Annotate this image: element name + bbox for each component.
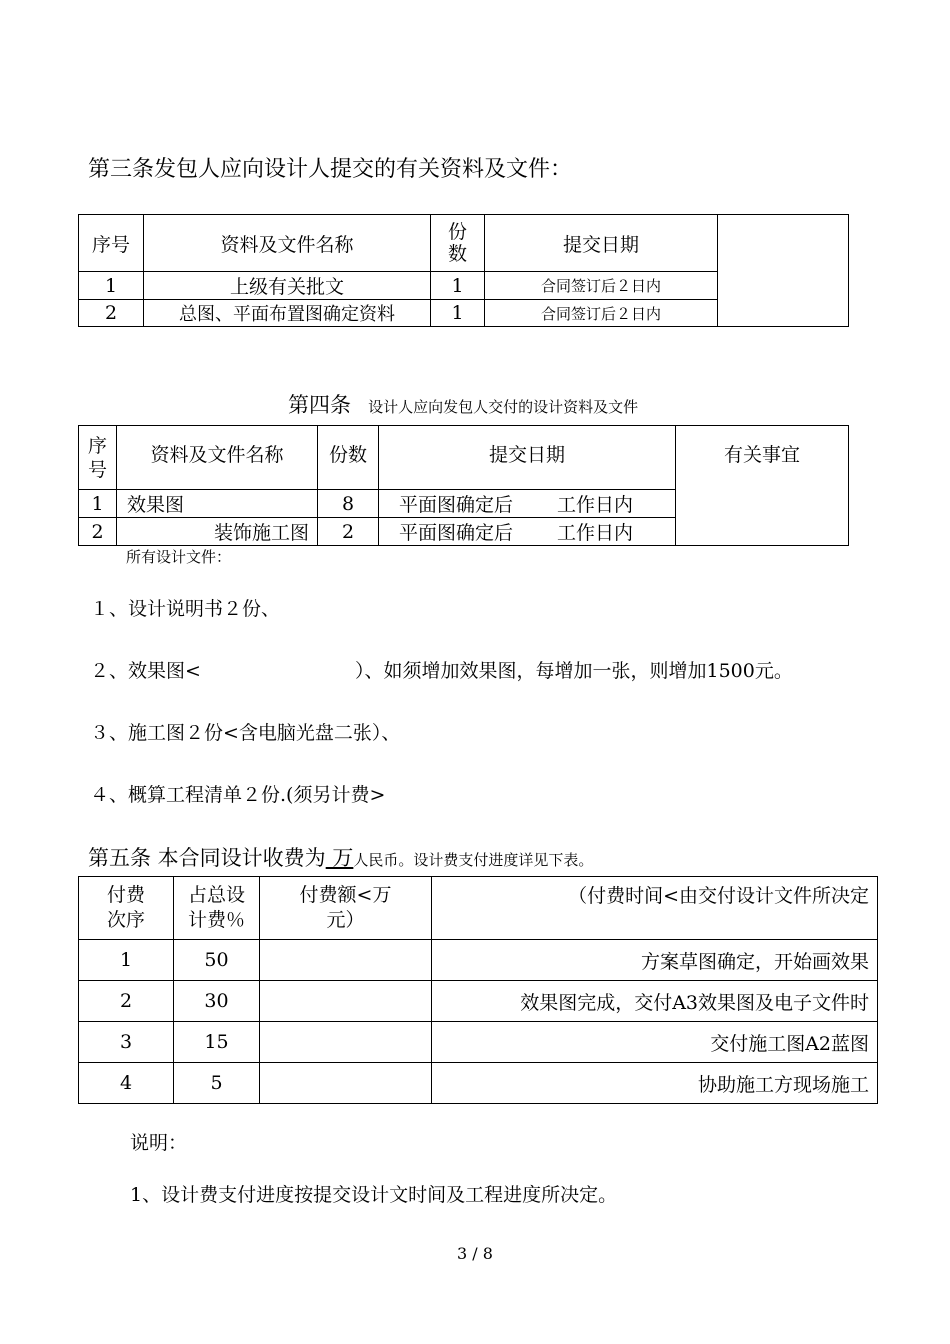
article-4-heading: [288, 389, 638, 419]
table-cell: [260, 940, 432, 981]
article-4-label: 第四条: [288, 393, 351, 417]
table-cell: 平面图确定后 工作日内: [379, 518, 676, 546]
article-5-label: 第五条 本合同设计收费为: [88, 846, 326, 870]
table-cell: 1: [431, 300, 485, 327]
header-order: 付费次序: [79, 877, 174, 940]
file-item-1: １、设计说明书２份、: [90, 598, 281, 620]
header-seq: 序号: [79, 215, 144, 272]
page-number: 3 / 8: [457, 1244, 493, 1263]
table-cell: 30: [174, 981, 260, 1022]
header-time: （付费时间<由交付设计文件所决定: [432, 877, 878, 940]
header-date: 提交日期: [485, 215, 718, 272]
header-amount: 付费额<万元）: [260, 877, 432, 940]
table-cell: 50: [174, 940, 260, 981]
table-cell: 协助施工方现场施工: [432, 1063, 878, 1104]
table-cell: [260, 981, 432, 1022]
table-cell: 2: [79, 518, 117, 546]
article-4-table: [78, 425, 849, 546]
table-cell: 8: [318, 490, 379, 518]
table-cell: 15: [174, 1022, 260, 1063]
article-3-table: [78, 214, 849, 327]
table-cell: 1: [79, 272, 144, 300]
table-cell: 5: [174, 1063, 260, 1104]
table-cell: [260, 1022, 432, 1063]
header-count: 份数: [431, 215, 485, 272]
table-cell: 上级有关批文: [144, 272, 431, 300]
header-name: 资料及文件名称: [117, 426, 318, 490]
file-item-3: ３、施工图２份<含电脑光盘二张）、: [90, 722, 401, 744]
notes-item-1: 1、设计费支付进度按提交设计文时间及工程进度所决定。: [130, 1184, 618, 1206]
header-extra: [718, 215, 849, 327]
table-cell: 交付施工图A2蓝图: [432, 1022, 878, 1063]
table-cell: 合同签订后２日内: [485, 272, 718, 300]
table-cell: 总图、平面布置图确定资料: [144, 300, 431, 327]
table-cell: 平面图确定后 工作日内: [379, 490, 676, 518]
file-item-2-cont: ）、如须增加效果图，每增加一张，则增加1500元。: [355, 660, 793, 682]
table-cell: 4: [79, 1063, 174, 1104]
article-5-table: [78, 876, 878, 1104]
table-cell: 装饰施工图: [117, 518, 318, 546]
article-3-heading: 第三条发包人应向设计人提交的有关资料及文件：: [88, 157, 573, 182]
table-cell: 方案草图确定，开始画效果: [432, 940, 878, 981]
table-cell: 2: [79, 981, 174, 1022]
table-cell: 效果图: [117, 490, 318, 518]
notes-label: 说明：: [130, 1132, 188, 1154]
article-5-suffix: 人民币。设计费支付进度详见下表。: [353, 851, 594, 869]
header-count: 份数: [318, 426, 379, 490]
header-date: 提交日期: [379, 426, 676, 490]
table-cell: 3: [79, 1022, 174, 1063]
files-intro: 所有设计文件：: [126, 548, 232, 566]
table-cell: 效果图完成，交付A3效果图及电子文件时: [432, 981, 878, 1022]
table-cell: 1: [79, 490, 117, 518]
article-5-heading: [88, 842, 593, 872]
header-seq: 序号: [79, 426, 117, 490]
article-4-title: 设计人应向发包人交付的设计资料及文件: [368, 398, 639, 416]
header-percent: 占总设计费％: [174, 877, 260, 940]
table-cell: 合同签订后２日内: [485, 300, 718, 327]
table-cell: 2: [79, 300, 144, 327]
table-cell: [260, 1063, 432, 1104]
table-cell: 2: [318, 518, 379, 546]
table-cell: 1: [79, 940, 174, 981]
file-item-4: ４、概算工程清单２份.(须另计费>: [90, 784, 386, 806]
file-item-2: ２、效果图<: [90, 660, 201, 682]
header-name: 资料及文件名称: [144, 215, 431, 272]
header-notes: 有关事宜: [676, 426, 849, 546]
fee-amount: 万: [325, 846, 354, 870]
table-cell: 1: [431, 272, 485, 300]
